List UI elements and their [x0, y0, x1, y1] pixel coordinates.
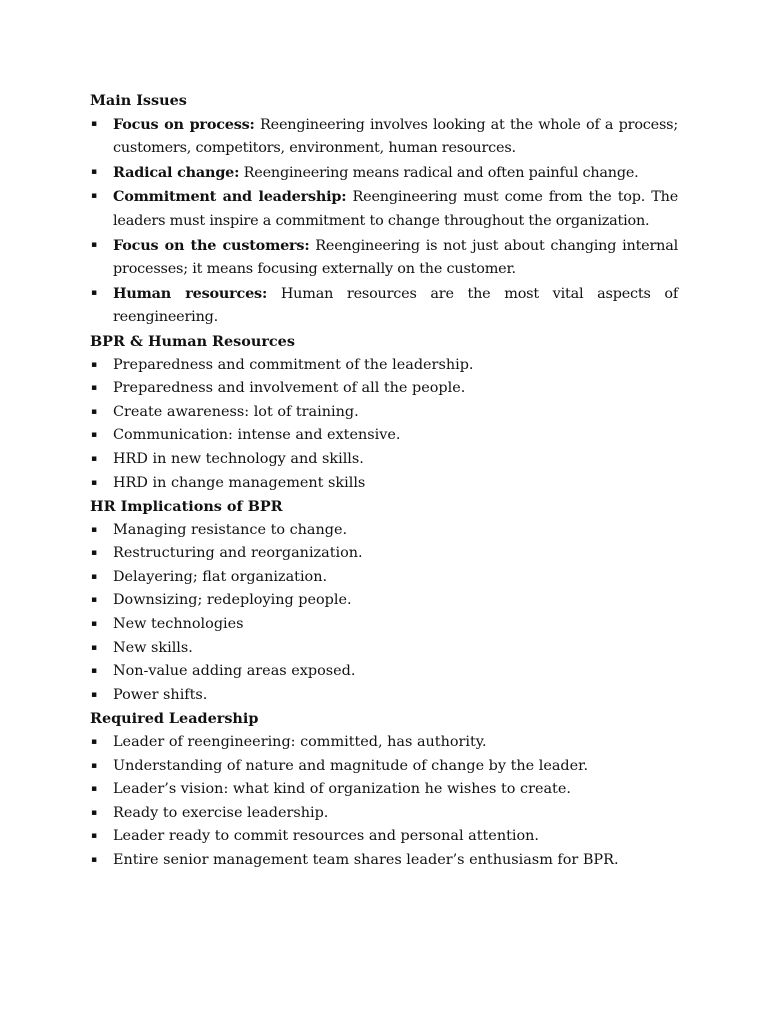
bullet-icon: ▪ — [91, 784, 98, 795]
bullet-icon: ▪ — [91, 571, 98, 582]
bullet-icon: ▪ — [91, 524, 98, 535]
section-heading-bpr-human-resources: BPR & Human Resources — [90, 332, 295, 350]
bullet-icon: ▪ — [91, 855, 98, 865]
bullet-icon: ▪ — [91, 666, 98, 677]
bullet-icon: ▪ — [91, 548, 98, 559]
list-item — [90, 731, 678, 755]
list-item — [90, 684, 678, 708]
item-text: HRD in change management skills — [113, 474, 366, 491]
list-item — [90, 566, 678, 590]
list-item — [90, 519, 678, 543]
item-text: Entire senior management team shares leader’s enthusiasm for BPR. — [113, 852, 619, 868]
bullet-icon: ▪ — [91, 760, 98, 771]
list-item — [90, 660, 678, 684]
bullet-icon: ▪ — [91, 642, 98, 653]
list-item — [90, 424, 678, 448]
required-leadership-list — [90, 731, 678, 873]
item-text: Understanding of nature and magnitude of change by the leader. — [113, 757, 589, 774]
item-text: Create awareness: lot of training. — [113, 403, 359, 420]
list-item — [90, 472, 678, 496]
list-item — [90, 802, 678, 826]
item-text: Leader of reengineering: committed, has authority. — [113, 734, 487, 751]
list-item — [90, 589, 678, 613]
bullet-icon: ▪ — [91, 118, 97, 129]
bullet-icon: ▪ — [91, 430, 98, 441]
section-heading-required-leadership: Required Leadership — [90, 710, 259, 728]
item-text: Reengineering involves looking at the whole of a process; customers, competitors, environment, human resources. — [113, 116, 678, 157]
bullet-icon: ▪ — [91, 831, 98, 842]
bullet-icon: ▪ — [91, 287, 97, 298]
hr-implications-list — [90, 519, 678, 708]
list-item — [90, 282, 678, 330]
item-text: Delayering; flat organization. — [113, 568, 328, 585]
list-item — [90, 613, 678, 637]
item-text: New skills. — [113, 639, 193, 656]
list-item — [90, 542, 678, 566]
list-item — [90, 113, 678, 161]
list-item — [90, 778, 678, 802]
bullet-icon: ▪ — [91, 383, 98, 394]
list-item — [90, 377, 678, 401]
item-text: Preparedness and commitment of the leadership. — [113, 356, 474, 373]
bullet-icon: ▪ — [91, 689, 98, 700]
bullet-icon: ▪ — [91, 239, 97, 250]
item-term: Focus on the customers: — [113, 236, 310, 254]
bullet-icon: ▪ — [91, 191, 97, 202]
item-term: Focus on process: — [113, 115, 255, 133]
list-item — [90, 234, 678, 282]
list-item — [90, 825, 678, 849]
list-item — [90, 849, 678, 873]
item-text: Reengineering must come from the top. The leaders must inspire a commitment to change throughout the organization. — [113, 189, 679, 229]
list-item — [90, 637, 678, 661]
bpr-human-resources-list — [90, 354, 678, 496]
bullet-icon: ▪ — [91, 477, 98, 488]
document-page — [90, 89, 678, 873]
bullet-icon: ▪ — [91, 807, 98, 818]
list-item — [90, 354, 678, 378]
bullet-icon: ▪ — [91, 595, 98, 606]
item-text: Restructuring and reorganization. — [113, 545, 363, 562]
item-text: Leader ready to commit resources and personal attention. — [113, 828, 539, 845]
bullet-icon: ▪ — [91, 166, 97, 177]
item-text: Non-value adding areas exposed. — [113, 663, 356, 680]
item-term: Radical change: — [113, 163, 240, 181]
list-item — [90, 401, 678, 425]
item-text: Preparedness and involvement of all the people. — [113, 380, 466, 397]
list-item — [90, 161, 678, 186]
item-text: New technologies — [113, 616, 244, 633]
item-text: Ready to exercise leadership. — [113, 804, 329, 821]
item-text: Power shifts. — [113, 686, 208, 703]
section-heading-hr-implications: HR Implications of BPR — [90, 498, 283, 516]
item-text: Human resources are the most vital aspects of reengineering. — [113, 285, 678, 326]
bullet-icon: ▪ — [91, 406, 98, 417]
list-item — [90, 448, 678, 472]
list-item — [90, 185, 678, 233]
item-text: Downsizing; redeploying people. — [113, 592, 352, 609]
item-text: Managing resistance to change. — [113, 521, 348, 538]
main-issues-list — [90, 113, 678, 330]
item-text: Communication: intense and extensive. — [113, 427, 401, 444]
bullet-icon: ▪ — [91, 619, 98, 630]
item-term: Commitment and leadership: — [113, 188, 347, 206]
item-text: Reengineering means radical and often painful change. — [239, 164, 639, 181]
item-text: HRD in new technology and skills. — [113, 450, 364, 467]
item-text: Leader’s vision: what kind of organization he wishes to create. — [113, 781, 571, 798]
item-term: Human resources: — [113, 284, 268, 302]
list-item — [90, 755, 678, 779]
bullet-icon: ▪ — [91, 453, 98, 464]
bullet-icon: ▪ — [91, 359, 98, 370]
bullet-icon: ▪ — [91, 737, 98, 748]
section-heading-main-issues: Main Issues — [90, 92, 187, 109]
item-text: Reengineering is not just about changing internal processes; it means focusing externally on the customer. — [113, 237, 679, 278]
